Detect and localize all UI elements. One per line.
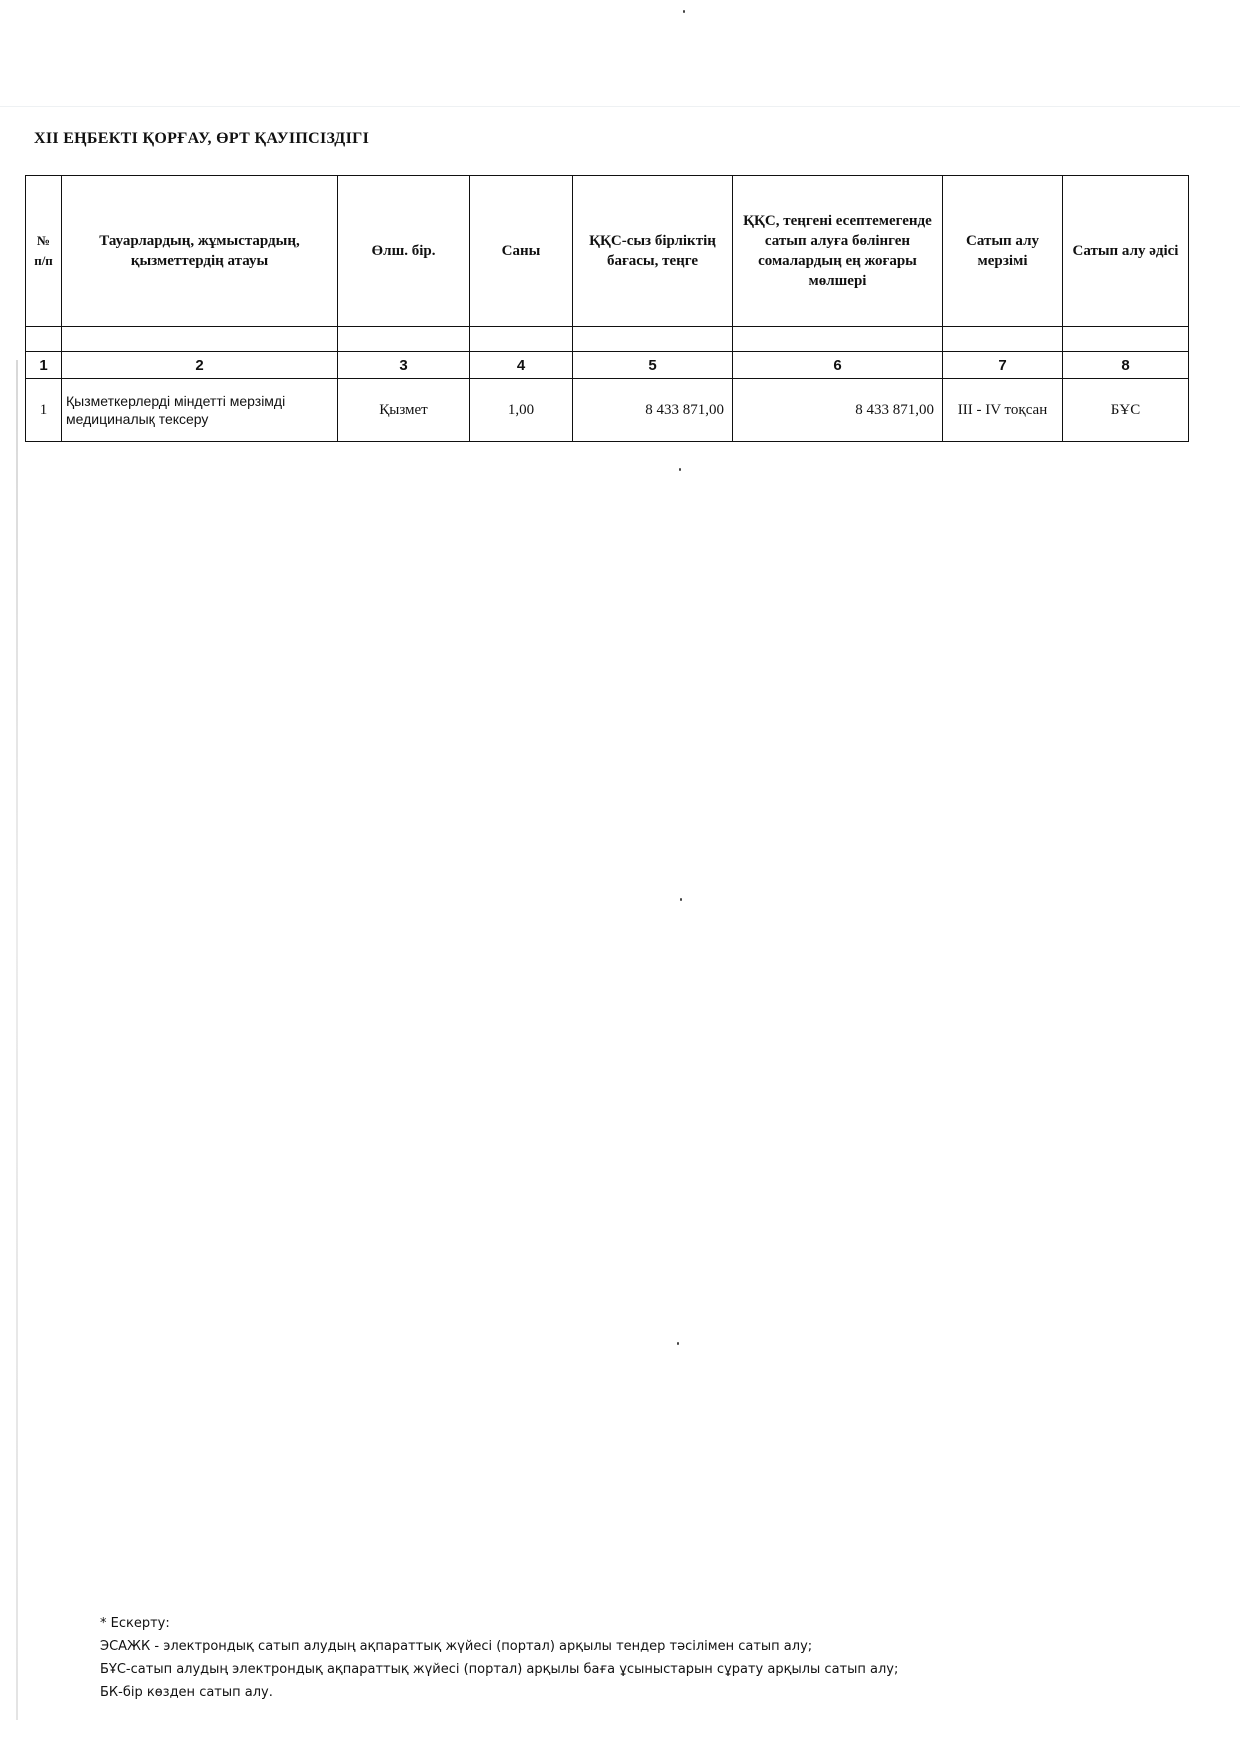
footnote [100, 1612, 898, 1704]
row-item-name: Қызметкерлерді міндетті мерзімді медициналық тексеру [62, 379, 338, 442]
header-method: Сатып алу әдісі [1063, 176, 1189, 327]
table-cell [943, 327, 1063, 352]
header-unit-price: ҚҚС-сыз бірліктің бағасы, теңге [573, 176, 733, 327]
footnote-line: БК-бір көзден сатып алу. [100, 1685, 273, 1700]
column-number-row [26, 352, 1189, 379]
column-number: 3 [338, 352, 470, 379]
table-spacer-row [26, 327, 1189, 352]
row-number: 1 [26, 379, 62, 442]
procurement-table [25, 175, 1189, 442]
table-cell [1063, 327, 1189, 352]
header-name: Тауарлардың, жұмыстардың, қызметтердің атауы [62, 176, 338, 327]
header-unit: Өлш. бір. [338, 176, 470, 327]
table-cell [338, 327, 470, 352]
header-max-amount: ҚҚС, теңгені есептемегенде сатып алуға бөлінген сомалардың ең жоғары мөлшері [733, 176, 943, 327]
table-cell [26, 327, 62, 352]
table-cell [733, 327, 943, 352]
footnote-heading: * Ескерту: [100, 1616, 170, 1631]
row-method: БҰС [1063, 379, 1189, 442]
scan-artifact-edge [16, 360, 18, 1720]
table-row [26, 379, 1189, 442]
scan-speck [677, 1342, 679, 1345]
column-number: 1 [26, 352, 62, 379]
header-period: Сатып алу мерзімі [943, 176, 1063, 327]
table-header-row [26, 176, 1189, 327]
table-cell [573, 327, 733, 352]
header-quantity: Саны [470, 176, 573, 327]
header-number: № п/п [26, 176, 62, 327]
column-number: 5 [573, 352, 733, 379]
scan-speck [680, 898, 682, 901]
scan-artifact-line [0, 106, 1240, 107]
row-max-amount: 8 433 871,00 [733, 379, 943, 442]
row-quantity: 1,00 [470, 379, 573, 442]
column-number: 2 [62, 352, 338, 379]
column-number: 6 [733, 352, 943, 379]
scan-speck [679, 468, 681, 471]
scan-speck [683, 10, 685, 13]
row-unit: Қызмет [338, 379, 470, 442]
table-cell [62, 327, 338, 352]
column-number: 7 [943, 352, 1063, 379]
column-number: 8 [1063, 352, 1189, 379]
footnote-line: БҰС-сатып алудың электрондық ақпараттық жүйесі (портал) арқылы баға ұсыныстарын сұрату арқылы сатып алу; [100, 1662, 899, 1677]
section-title: XII ЕҢБЕКТІ ҚОРҒАУ, ӨРТ ҚАУІПСІЗДІГІ [34, 130, 370, 147]
row-period: III - IV тоқсан [943, 379, 1063, 442]
row-unit-price: 8 433 871,00 [573, 379, 733, 442]
footnote-line: ЭСАЖК - электрондық сатып алудың ақпараттық жүйесі (портал) арқылы тендер тәсілімен сатып алу; [100, 1639, 813, 1654]
table-cell [470, 327, 573, 352]
column-number: 4 [470, 352, 573, 379]
